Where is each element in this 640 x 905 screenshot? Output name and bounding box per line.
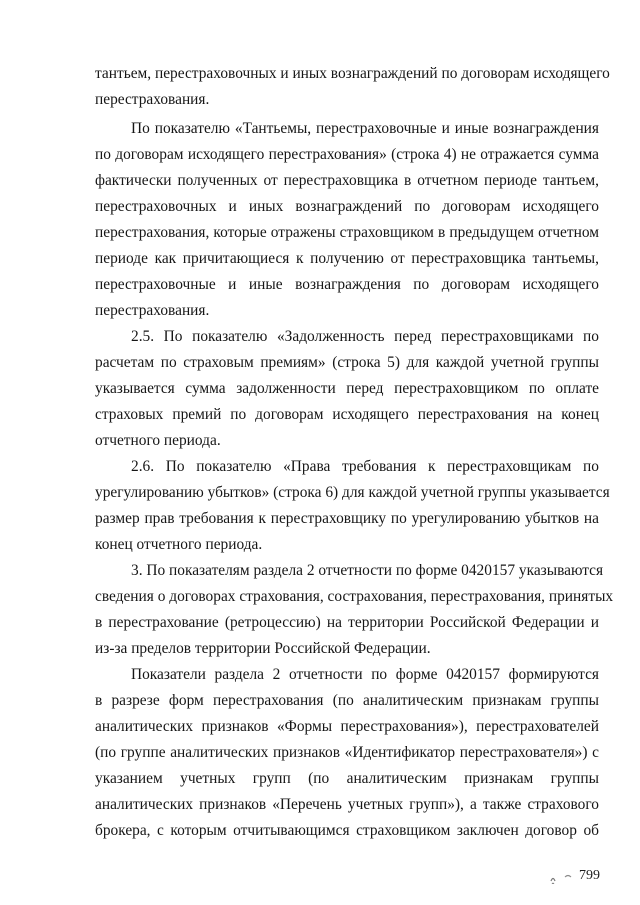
text-line: перестрахования, которые отражены страховщиком в предыдущем отчетном xyxy=(95,224,599,241)
text-line: в разрезе форм перестрахования (по аналитическим признакам группы xyxy=(95,692,599,709)
text-line: брокера, с которым отчитывающимся страховщиком заключен договор об xyxy=(95,822,599,839)
text-line: перестраховочные и иные вознаграждения по договорам исходящего xyxy=(95,276,599,293)
text-line: сведения о договорах страхования, сострахования, перестрахования, принятых xyxy=(95,588,614,605)
text-line: в перестрахование (ретроцессию) на территории Российской Федерации и xyxy=(95,614,599,631)
text-line: из-за пределов территории Российской Федерации. xyxy=(95,640,431,657)
text-line: перестрахования. xyxy=(95,91,210,108)
text-line: урегулированию убытков» (строка 6) для каждой учетной группы указывается xyxy=(95,484,610,501)
text-line: по договорам исходящего перестрахования» (строка 4) не отражается сумма xyxy=(95,146,599,163)
text-line: аналитических признаков «Формы перестрахования»), перестрахователей xyxy=(95,718,599,735)
text-line: расчетам по страховым премиям» (строка 5) для каждой учетной группы xyxy=(95,354,599,371)
page-number: 799 xyxy=(579,868,600,883)
text-line: 3. По показателям раздела 2 отчетности по форме 0420157 указываются xyxy=(131,562,604,579)
text-line: периоде как причитающиеся к получению от перестраховщика тантьемы, xyxy=(95,250,599,267)
text-line: перестрахования. xyxy=(95,302,210,319)
text-line: аналитических признаков «Перечень учетных групп»), а также страхового xyxy=(95,796,599,813)
text-line: перестраховочных и иных вознаграждений по договорам исходящего xyxy=(95,198,599,215)
text-line: Показатели раздела 2 отчетности по форме 0420157 формируются xyxy=(131,666,599,683)
text-line: 2.6. По показателю «Права требования к перестраховщикам по xyxy=(131,458,599,475)
text-line: размер прав требования к перестраховщику по урегулированию убытков на xyxy=(95,510,599,527)
text-line: По показателю «Тантьемы, перестраховочные и иные вознаграждения xyxy=(131,120,599,137)
text-line: указывается сумма задолженности перед перестраховщиком по оплате xyxy=(95,380,599,397)
handwritten-mark-icon xyxy=(548,873,578,885)
text-line: тантьем, перестраховочных и иных вознаграждений по договорам исходящего xyxy=(95,65,610,82)
text-line: 2.5. По показателю «Задолженность перед перестраховщиками по xyxy=(131,328,599,345)
text-line: указанием учетных групп (по аналитическим признакам группы xyxy=(95,770,599,787)
text-line: конец отчетного периода. xyxy=(95,536,263,553)
text-line: страховых премий по договорам исходящего перестрахования на конец xyxy=(95,406,599,423)
text-line: фактически полученных от перестраховщика в отчетном периоде тантьем, xyxy=(95,172,599,189)
text-line: отчетного периода. xyxy=(95,432,221,449)
text-line: (по группе аналитических признаков «Идентификатор перестрахователя») с xyxy=(95,744,599,761)
